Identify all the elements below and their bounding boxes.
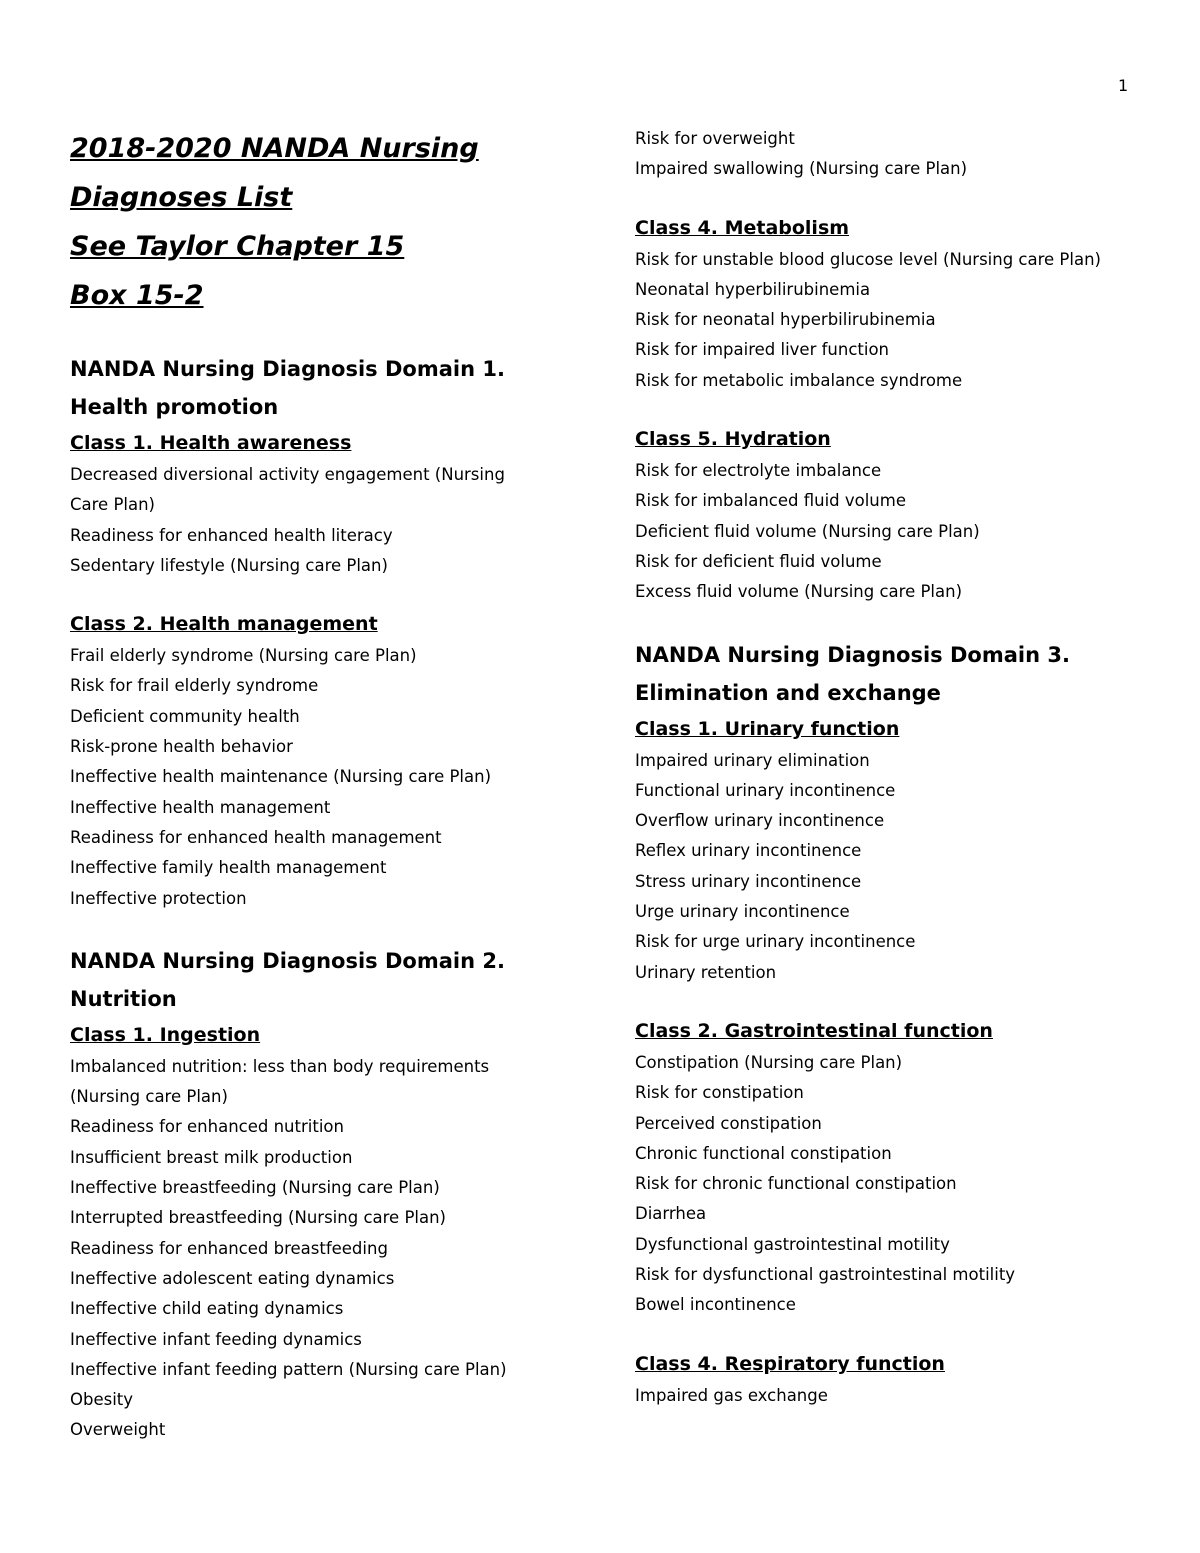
left-column: [70, 124, 550, 1446]
list-item: Risk for metabolic imbalance syndrome: [635, 370, 963, 390]
list-item: Risk for neonatal hyperbilirubinemia: [635, 310, 936, 330]
list-item: Impaired urinary elimination: [635, 750, 870, 770]
list-item: Frail elderly syndrome (Nursing care Plan): [70, 646, 417, 666]
title-line: See Taylor Chapter 15: [70, 231, 405, 262]
list-respiratory-function: [635, 1381, 1155, 1411]
class-heading-hydration: Class 5. Hydration: [635, 428, 831, 451]
list-item: Interrupted breastfeeding (Nursing care Plan): [70, 1208, 446, 1228]
class-heading-urinary-function: Class 1. Urinary function: [635, 717, 900, 740]
list-item: Dysfunctional gastrointestinal motility: [635, 1234, 950, 1254]
list-item: Risk for electrolyte imbalance: [635, 461, 882, 481]
list-item: Risk for constipation: [635, 1083, 804, 1103]
list-item: Readiness for enhanced health management: [70, 827, 442, 847]
list-item: Ineffective protection: [70, 888, 247, 908]
list-item: Ineffective breastfeeding (Nursing care Plan): [70, 1178, 440, 1198]
domain-heading-line: Elimination and exchange: [635, 680, 941, 705]
list-item: Imbalanced nutrition: less than body requirements: [70, 1056, 490, 1076]
title-line: Box 15-2: [70, 280, 204, 311]
list-item: Risk for unstable blood glucose level (Nursing care Plan): [635, 249, 1101, 269]
list-item: Excess fluid volume (Nursing care Plan): [635, 582, 963, 602]
list-item: Impaired gas exchange: [635, 1385, 828, 1405]
list-item: Bowel incontinence: [635, 1295, 796, 1315]
list-item: Stress urinary incontinence: [635, 871, 862, 891]
list-item: Risk for urge urinary incontinence: [635, 932, 916, 952]
spacer: [635, 1321, 1155, 1347]
domain-heading-line: Health promotion: [70, 395, 279, 419]
domain-2-heading: [70, 942, 550, 1018]
domain-heading-line: NANDA Nursing Diagnosis Domain 3.: [635, 642, 1070, 667]
spacer: [70, 914, 550, 942]
list-item: Risk for frail elderly syndrome: [70, 676, 319, 696]
list-item: Deficient fluid volume (Nursing care Plan): [635, 521, 980, 541]
list-item: Ineffective family health management: [70, 858, 387, 878]
list-item: Overweight: [70, 1420, 166, 1440]
list-item: Risk for dysfunctional gastrointestinal motility: [635, 1265, 1016, 1285]
domain-heading-line: Nutrition: [70, 986, 177, 1011]
domain-heading-line: NANDA Nursing Diagnosis Domain 1.: [70, 357, 505, 381]
page-number: 1: [1118, 76, 1129, 95]
list-item: Readiness for enhanced health literacy: [70, 525, 393, 545]
list-item: Reflex urinary incontinence: [635, 841, 862, 861]
list-item: Risk for imbalanced fluid volume: [635, 491, 906, 511]
spacer: [70, 581, 550, 607]
list-item: Ineffective child eating dynamics: [70, 1299, 344, 1319]
document-title: [70, 124, 550, 320]
list-item: Deficient community health: [70, 706, 300, 726]
class-heading-ingestion: Class 1. Ingestion: [70, 1023, 261, 1046]
list-ingestion-continued: [635, 124, 1155, 185]
list-hydration: [635, 456, 1155, 607]
spacer: [635, 396, 1155, 422]
list-health-management: [70, 641, 550, 914]
class-heading-health-awareness: Class 1. Health awareness: [70, 432, 352, 454]
list-ingestion: [70, 1052, 550, 1446]
list-item: Neonatal hyperbilirubinemia: [635, 279, 871, 299]
list-item: Care Plan): [70, 495, 155, 515]
spacer: [635, 608, 1155, 636]
list-item: Risk for deficient fluid volume: [635, 551, 882, 571]
class-heading-gastrointestinal-function: Class 2. Gastrointestinal function: [635, 1019, 993, 1042]
list-item: Perceived constipation: [635, 1113, 822, 1133]
domain-heading-line: NANDA Nursing Diagnosis Domain 2.: [70, 948, 505, 973]
list-item: Ineffective health management: [70, 797, 331, 817]
list-item: Ineffective infant feeding dynamics: [70, 1329, 362, 1349]
list-item: (Nursing care Plan): [70, 1087, 228, 1107]
class-heading-respiratory-function: Class 4. Respiratory function: [635, 1352, 945, 1375]
list-item: Impaired swallowing (Nursing care Plan): [635, 159, 968, 179]
title-line: Diagnoses List: [70, 182, 293, 213]
right-column: [635, 124, 1155, 1411]
list-gastrointestinal-function: [635, 1048, 1155, 1321]
list-item: Risk for overweight: [635, 129, 795, 148]
list-item: Ineffective health maintenance (Nursing care Plan): [70, 767, 492, 787]
domain-1-heading: [70, 350, 550, 426]
list-metabolism: [635, 245, 1155, 396]
list-urinary-function: [635, 746, 1155, 988]
list-item: Sedentary lifestyle (Nursing care Plan): [70, 555, 388, 575]
list-item: Urinary retention: [635, 962, 777, 982]
list-item: Risk for chronic functional constipation: [635, 1174, 957, 1194]
title-line: 2018-2020 NANDA Nursing: [70, 133, 479, 164]
list-item: Ineffective infant feeding pattern (Nursing care Plan): [70, 1359, 507, 1379]
spacer: [635, 988, 1155, 1014]
list-item: Urge urinary incontinence: [635, 902, 850, 922]
list-item: Diarrhea: [635, 1204, 707, 1224]
class-heading-metabolism: Class 4. Metabolism: [635, 216, 850, 239]
list-item: Functional urinary incontinence: [635, 780, 896, 800]
list-item: Overflow urinary incontinence: [635, 811, 885, 831]
list-item: Ineffective adolescent eating dynamics: [70, 1268, 395, 1288]
list-item: Constipation (Nursing care Plan): [635, 1052, 903, 1072]
spacer: [635, 185, 1155, 211]
list-health-awareness: [70, 460, 550, 581]
list-item: Readiness for enhanced nutrition: [70, 1117, 344, 1137]
list-item: Decreased diversional activity engagement (Nursing: [70, 465, 505, 484]
list-item: Obesity: [70, 1390, 134, 1410]
list-item: Insufficient breast milk production: [70, 1147, 353, 1167]
list-item: Chronic functional constipation: [635, 1143, 892, 1163]
list-item: Risk for impaired liver function: [635, 340, 890, 360]
list-item: Risk-prone health behavior: [70, 737, 293, 757]
class-heading-health-management: Class 2. Health management: [70, 613, 378, 636]
domain-3-heading: [635, 636, 1155, 712]
list-item: Readiness for enhanced breastfeeding: [70, 1238, 388, 1258]
